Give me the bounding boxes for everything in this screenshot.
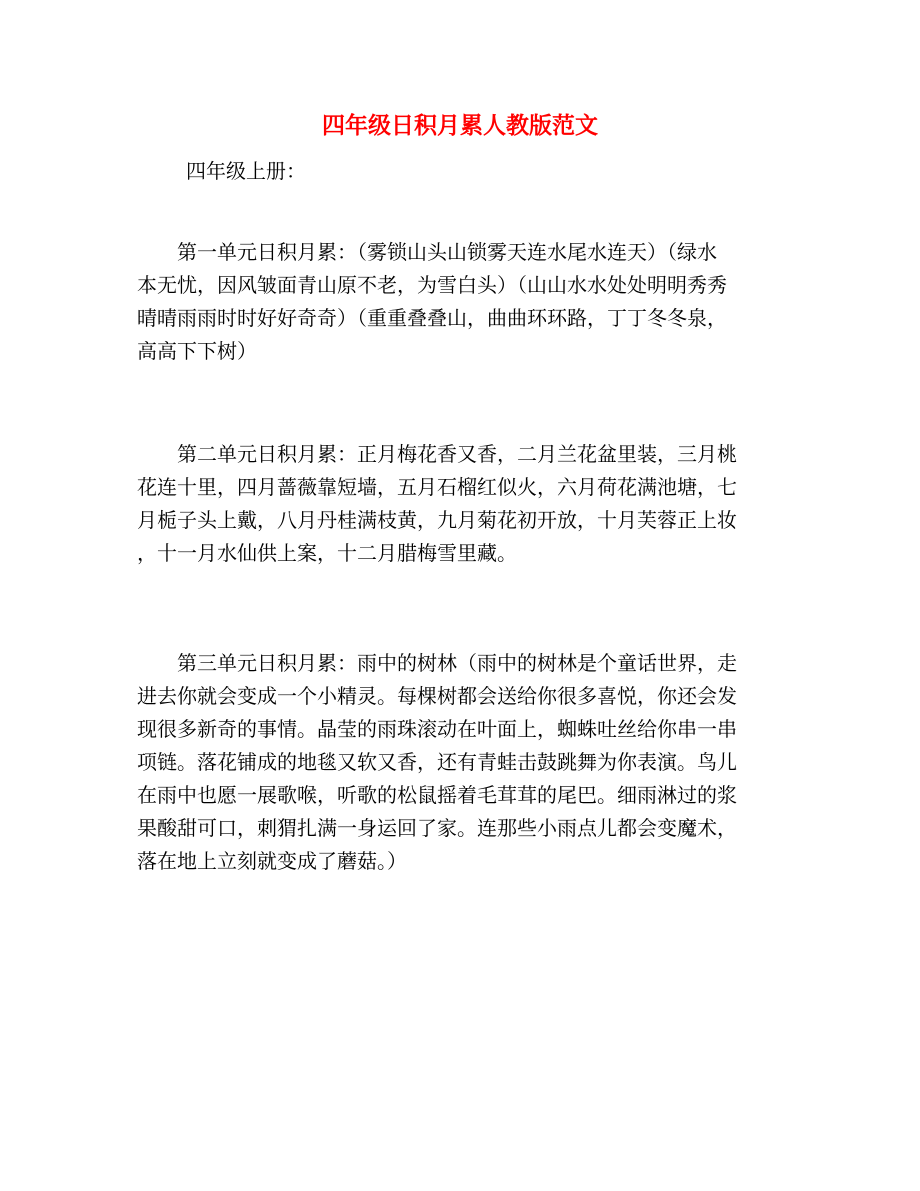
paragraph-line: 第一单元日积月累：（雾锁山头山锁雾天连水尾水连天）（绿水	[137, 240, 717, 264]
paragraph-line: 现很多新奇的事情。晶莹的雨珠滚动在叶面上，蜘蛛吐丝给你串一串	[137, 717, 737, 741]
paragraph-line: 项链。落花铺成的地毯又软又香，还有青蛙击鼓跳舞为你表演。鸟儿	[137, 750, 737, 774]
paragraph-line: 花连十里，四月蔷薇靠短墙，五月石榴红似火，六月荷花满池塘，七	[137, 475, 737, 499]
paragraph-unit-3	[137, 647, 785, 878]
paragraph-line: 本无忧，因风皱面青山原不老，为雪白头）（山山水水处处明明秀秀	[137, 273, 727, 297]
document-title: 四年级日积月累人教版范文	[322, 112, 598, 139]
paragraph-line: 第三单元日积月累：雨中的树林（雨中的树林是个童话世界，走	[137, 651, 737, 675]
paragraph-line: 落在地上立刻就变成了蘑菇。）	[137, 849, 407, 873]
paragraph-line: 晴晴雨雨时时好好奇奇）（重重叠叠山，曲曲环环路，丁丁冬冬泉，	[137, 306, 727, 330]
section-subheading: 四年级上册：	[186, 159, 306, 183]
paragraph-line: 进去你就会变成一个小精灵。每棵树都会送给你很多喜悦，你还会发	[137, 684, 737, 708]
paragraph-line: 第二单元日积月累：正月梅花香又香，二月兰花盆里装，三月桃	[137, 442, 737, 466]
paragraph-line: 在雨中也愿一展歌喉，听歌的松鼠摇着毛茸茸的尾巴。细雨淋过的浆	[137, 783, 737, 807]
paragraph-line: ，十一月水仙供上案，十二月腊梅雪里藏。	[137, 541, 517, 565]
paragraph-unit-1	[137, 236, 785, 368]
paragraph-unit-2	[137, 438, 785, 570]
paragraph-line: 果酸甜可口，刺猬扎满一身运回了家。连那些小雨点儿都会变魔术，	[137, 816, 737, 840]
paragraph-line: 月栀子头上戴，八月丹桂满枝黄，九月菊花初开放，十月芙蓉正上妆	[137, 508, 737, 532]
paragraph-line: 高高下下树）	[137, 339, 257, 363]
